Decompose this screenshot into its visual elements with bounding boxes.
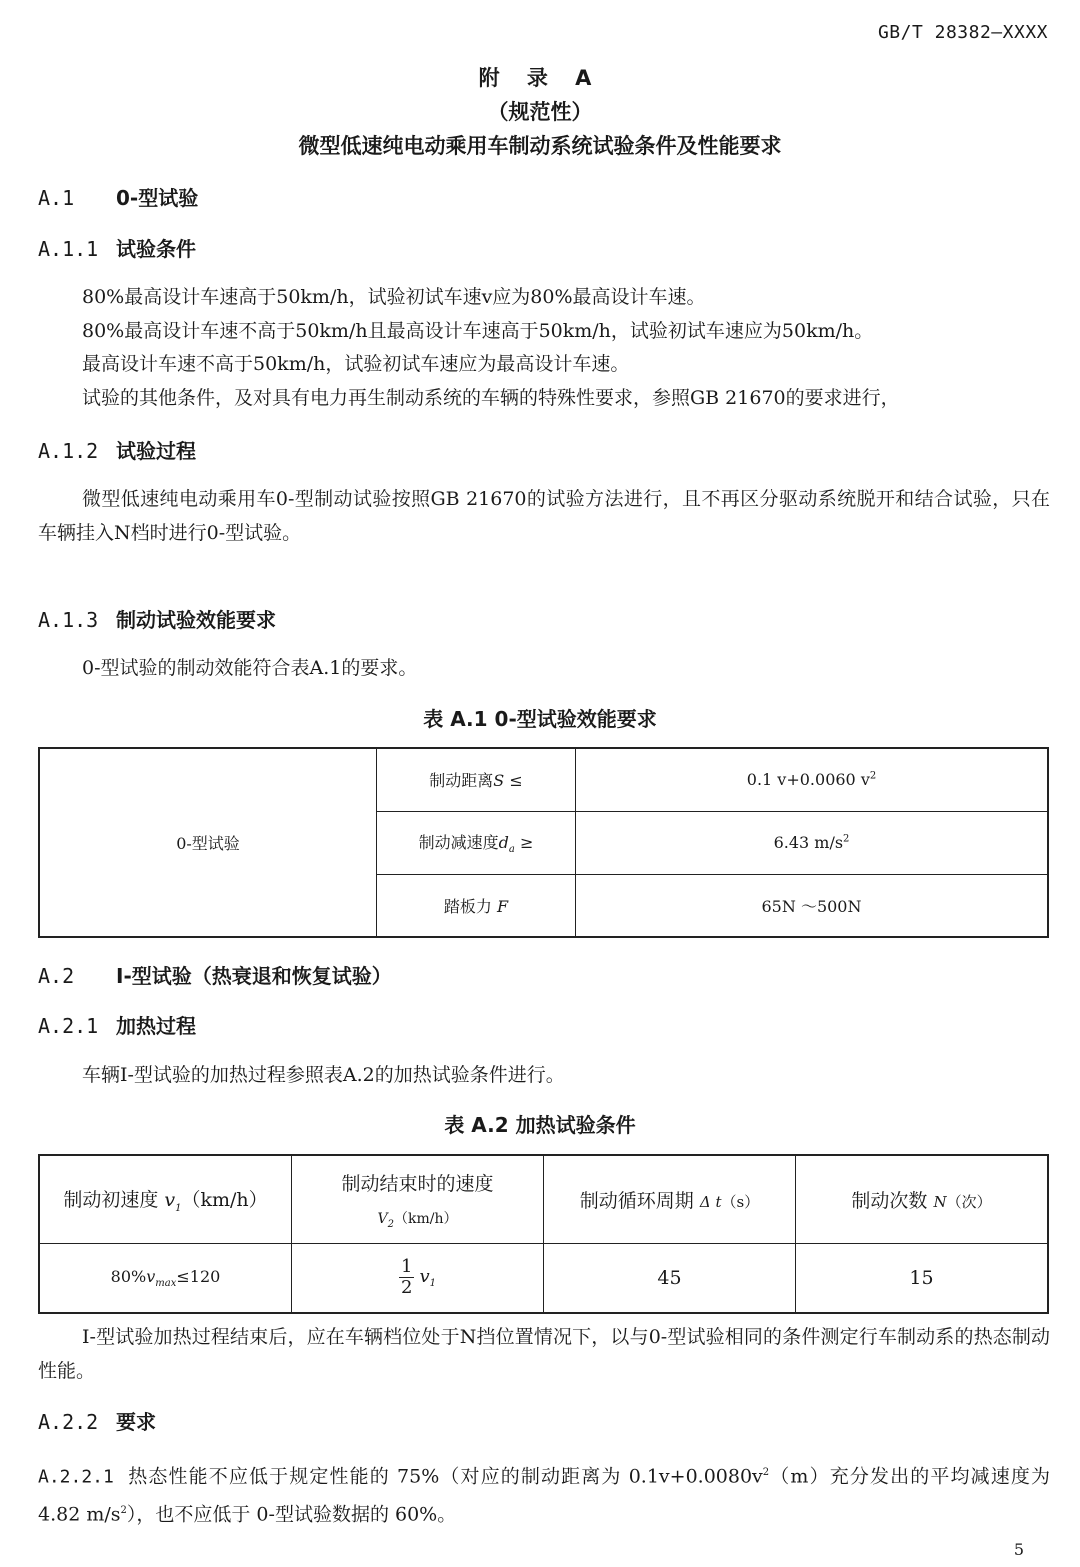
table-row xyxy=(39,748,1048,811)
paragraph-line: 车辆I-型试验的加热过程参照表A.2的加热试验条件进行。 xyxy=(82,1064,565,1086)
section-number: A.1.3 xyxy=(38,608,99,632)
table-cell-label: 踏板力 F xyxy=(377,874,576,937)
paragraph-line: 试验的其他条件，及对具有电力再生制动系统的车辆的特殊性要求，参照GB 21670的要求进行， xyxy=(82,387,900,409)
section-title: 加热过程 xyxy=(116,1014,196,1038)
standard-number: GB/T 28382—XXXX xyxy=(877,22,1048,43)
table-cell-row-header: 0-型试验 xyxy=(39,748,377,937)
appendix-name: 微型低速纯电动乘用车制动系统试验条件及性能要求 xyxy=(298,134,782,158)
section-number: A.1.1 xyxy=(38,237,99,261)
table-a1-caption: 表 A.1 0-型试验效能要求 xyxy=(423,707,657,731)
table-header-row xyxy=(39,1155,1048,1243)
section-a13-heading xyxy=(38,604,276,633)
section-title: 0-型试验 xyxy=(116,186,199,210)
fraction: $\frac{1}{2}$ xyxy=(400,1256,413,1299)
section-number: A.1 xyxy=(38,186,75,210)
table-cell-value: 6.43 $m/s^2$ xyxy=(576,811,1049,874)
section-title: 要求 xyxy=(116,1410,156,1434)
page-number: 5 xyxy=(1013,1540,1024,1559)
section-title: 试验过程 xyxy=(116,439,196,463)
section-a11-heading xyxy=(38,233,196,262)
section-number: A.2 xyxy=(38,964,75,988)
section-number: A.2.2 xyxy=(38,1410,99,1434)
table-row xyxy=(39,1243,1048,1313)
section-a2-heading xyxy=(38,960,392,989)
table-cell-value: 0.1 v+0.0060 $v^2$ xyxy=(576,748,1049,811)
section-a22-heading xyxy=(38,1406,156,1435)
appendix-nature: （规范性） xyxy=(487,100,593,124)
clause-a221: A.2.2.1 热态性能不应低于规定性能的 75%（对应的制动距离为 $0.1v+0.0080v^2(m)$充分发出的平均减速度为 4.82 $m/s^2$），也不应低于 0-型试验数据的 60%。 xyxy=(38,1465,1050,1526)
paragraph-line: 最高设计车速不高于50km/h，试验初试车速应为最高设计车速。 xyxy=(82,353,630,375)
table-cell: $80\%v_{max}\le 120$ xyxy=(39,1243,292,1313)
section-a12-heading xyxy=(38,435,196,464)
section-a1-heading xyxy=(38,182,198,211)
paragraph-line: 80%最高设计车速高于50km/h，试验初试车速v应为80%最高设计车速。 xyxy=(82,286,706,308)
table-cell-label: 制动减速度$d_a$ ≥ xyxy=(377,811,576,874)
section-number: A.1.2 xyxy=(38,439,99,463)
table-a1 xyxy=(38,747,1049,938)
section-a21-heading xyxy=(38,1010,196,1039)
paragraph: I-型试验加热过程结束后，应在车辆档位处于N挡位置情况下，以与0-型试验相同的条件测定行车制动系的热态制动性能。 xyxy=(38,1326,1050,1382)
table-a2 xyxy=(38,1154,1049,1314)
table-header-cell: 制动循环周期 Δ t（s） xyxy=(544,1155,796,1243)
table-header-cell: 制动次数 N（次） xyxy=(796,1155,1049,1243)
paragraph-line: 80%最高设计车速不高于50km/h且最高设计车速高于50km/h，试验初试车速应为50km/h。 xyxy=(82,320,874,342)
table-cell: 45 xyxy=(544,1243,796,1313)
table-cell-value: 65N ～500N xyxy=(576,874,1049,937)
table-header-cell: 制动初速度 $v_1(km/h)$ xyxy=(39,1155,292,1243)
table-cell-label: 制动距离S ≤ xyxy=(377,748,576,811)
section-title: 制动试验效能要求 xyxy=(116,608,276,632)
table-header-cell: 制动结束时的速度 $V_2(km/h)$ xyxy=(292,1155,544,1243)
paragraph-line: 0-型试验的制动效能符合表A.1的要求。 xyxy=(82,657,418,679)
section-number: A.2.1 xyxy=(38,1014,99,1038)
section-title: I-型试验（热衰退和恢复试验） xyxy=(116,964,392,988)
clause-number: A.2.2.1 xyxy=(38,1466,114,1488)
table-cell: 15 xyxy=(796,1243,1049,1313)
section-title: 试验条件 xyxy=(116,237,196,261)
table-a2-caption: 表 A.2 加热试验条件 xyxy=(444,1113,636,1137)
paragraph: 微型低速纯电动乘用车0-型制动试验按照GB 21670的试验方法进行，且不再区分驱动系统脱开和结合试验，只在车辆挂入N档时进行0-型试验。 xyxy=(38,488,1050,544)
table-cell: $\frac{1}{2}$ $v_1$ xyxy=(292,1243,544,1313)
appendix-title: 附 录 A xyxy=(478,66,602,90)
